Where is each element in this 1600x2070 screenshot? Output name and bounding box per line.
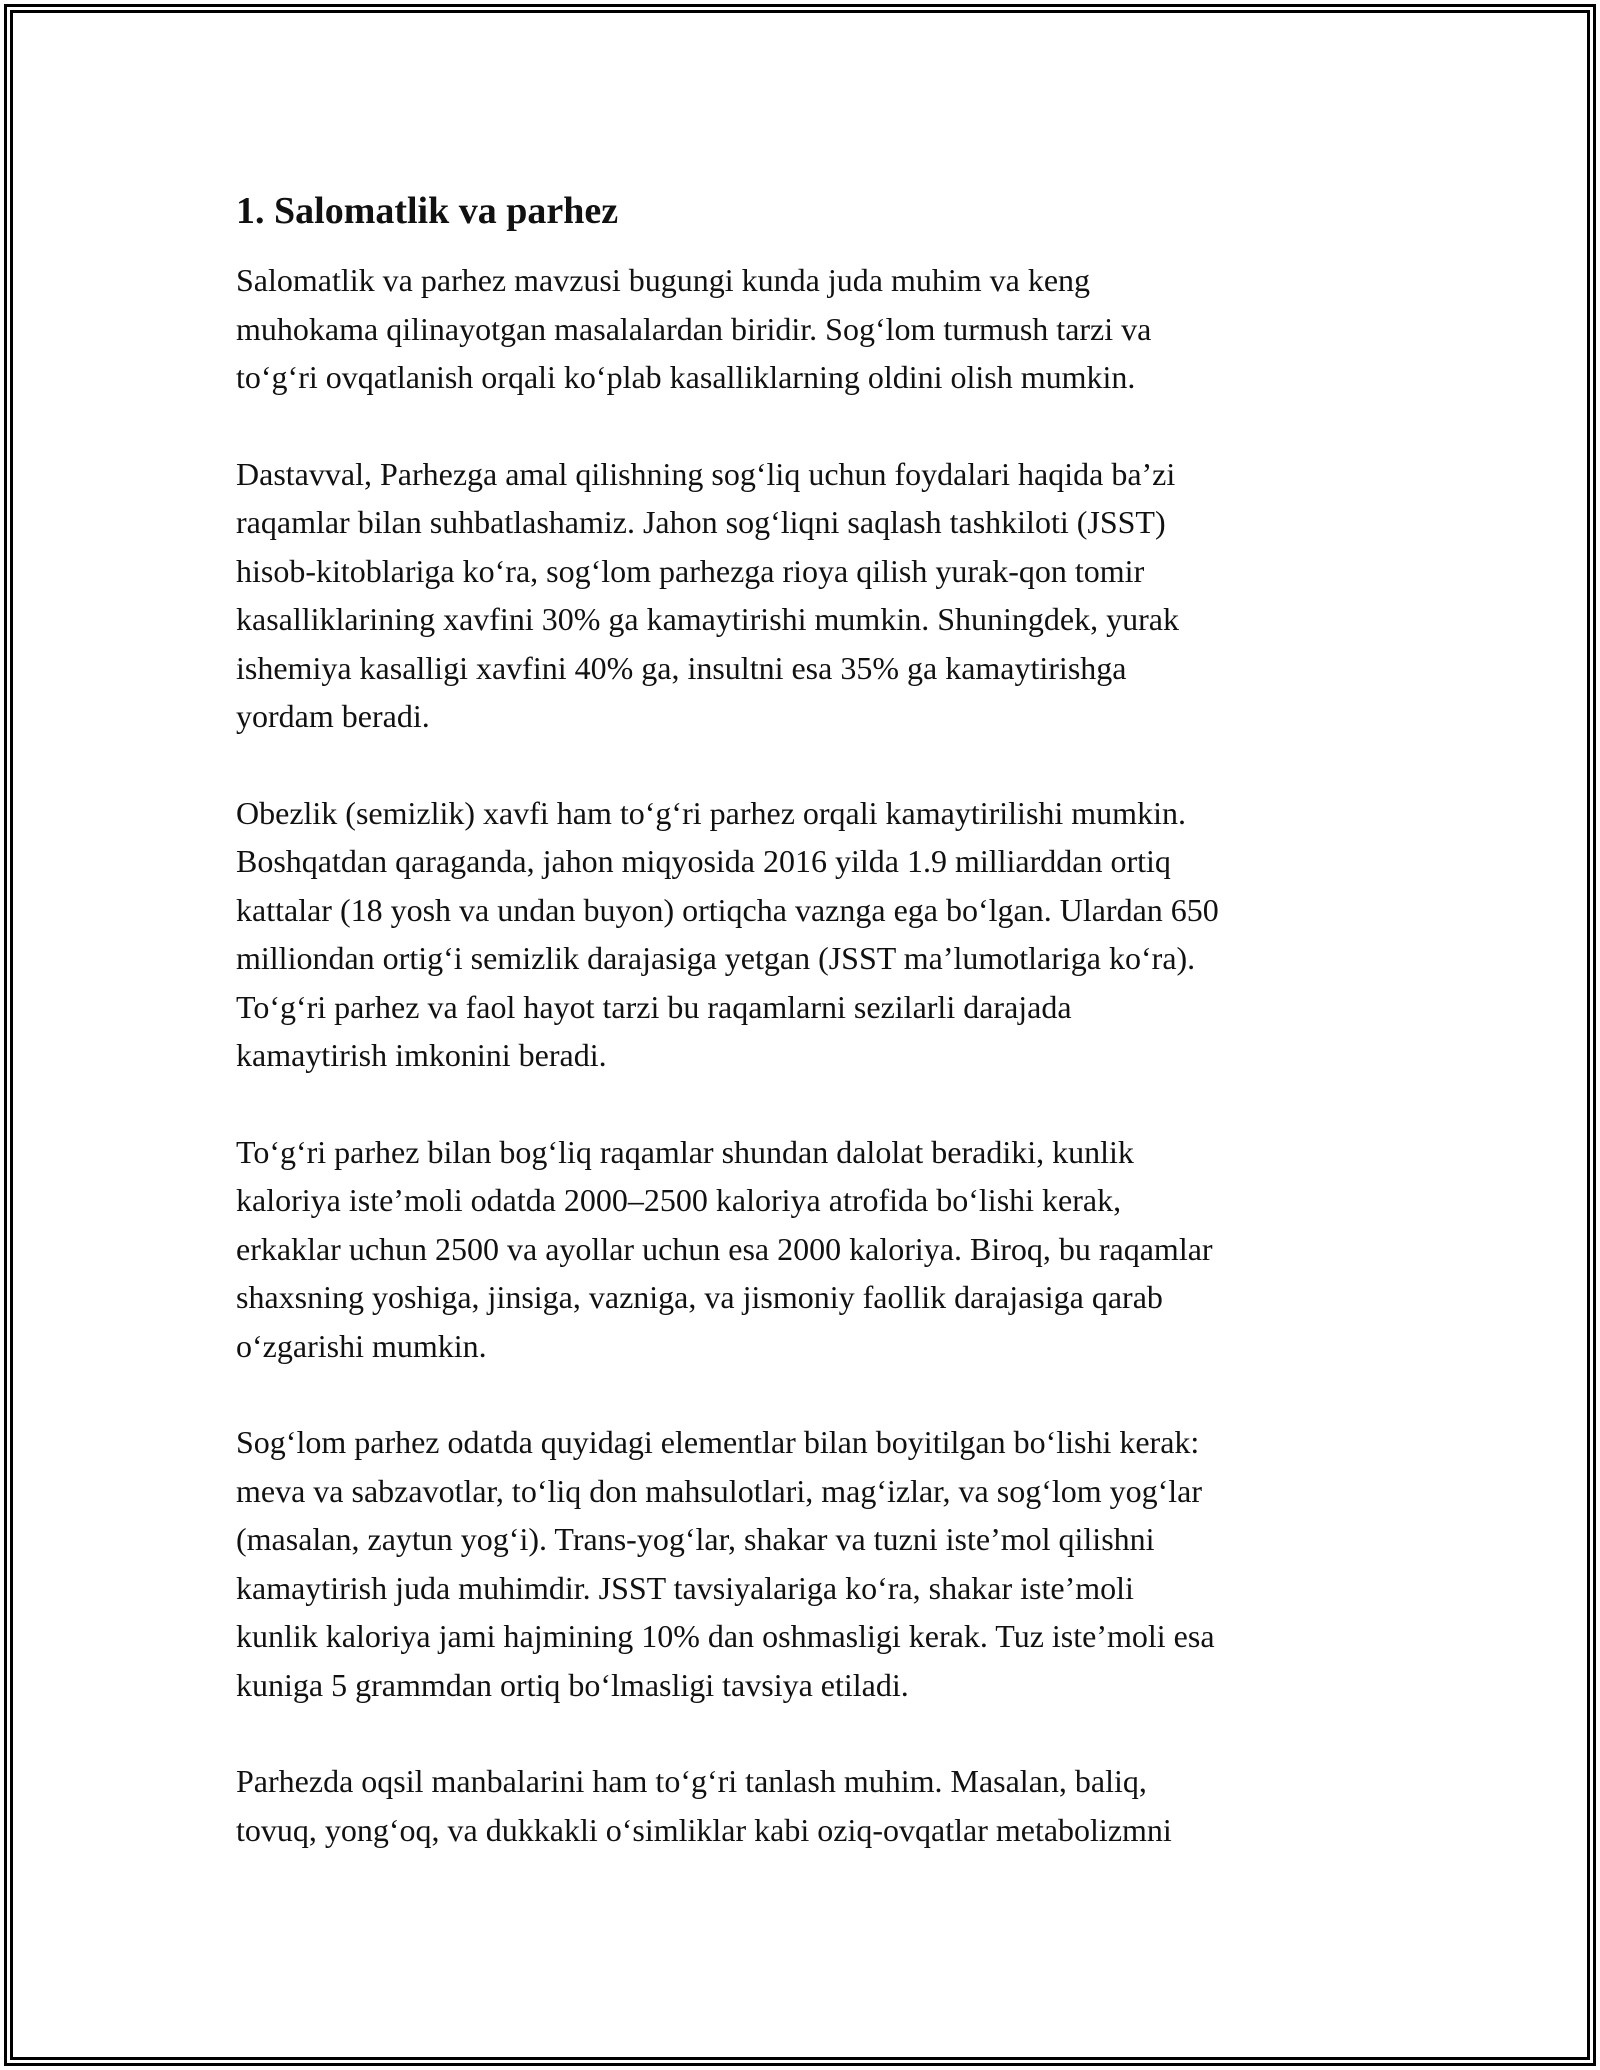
text-line: Boshqatdan qaraganda, jahon miqyosida 2016 yilda 1.9 milliarddan ortiq [236, 843, 1171, 879]
text-line: erkaklar uchun 2500 va ayollar uchun esa 2000 kaloriya. Biroq, bu raqamlar [236, 1230, 1213, 1267]
paragraph-obesity [236, 789, 1366, 1080]
text-line: kasalliklarining xavfini 30% ga kamaytirishi mumkin. Shuningdek, yurak [236, 601, 1179, 637]
paragraph-health-benefits [236, 450, 1366, 741]
text-line: kuniga 5 grammdan ortiq bo‘lmasligi tavsiya etiladi. [236, 1666, 909, 1703]
text-line: ishemiya kasalligi xavfini 40% ga, insultni esa 35% ga kamaytirishga [236, 649, 1127, 686]
text-line: o‘zgarishi mumkin. [236, 1327, 487, 1364]
text-line: kamaytirish juda muhimdir. JSST tavsiyalariga ko‘ra, shakar iste’moli [236, 1569, 1134, 1606]
paragraph-healthy-diet-elements [236, 1418, 1366, 1709]
text-line: tovuq, yong‘oq, va dukkakli o‘simliklar kabi oziq-ovqatlar metabolizmni [236, 1811, 1172, 1848]
text-line: Sog‘lom parhez odatda quyidagi elementlar bilan boyitilgan bo‘lishi kerak: [236, 1424, 1200, 1460]
paragraph-protein-sources [236, 1757, 1366, 1854]
document-body [236, 186, 1366, 1902]
text-line: Salomatlik va parhez mavzusi bugungi kunda juda muhim va keng [236, 262, 1091, 298]
text-line: milliondan ortig‘i semizlik darajasiga yetgan (JSST ma’lumotlariga ko‘ra). [236, 940, 1196, 976]
text-line: Dastavval, Parhezga amal qilishning sog‘liq uchun foydalari haqida ba’zi [236, 455, 1176, 492]
text-line: kamaytirish imkonini beradi. [236, 1037, 607, 1073]
text-line: to‘g‘ri ovqatlanish orqali ko‘plab kasalliklarning oldini olish mumkin. [236, 359, 1136, 395]
text-line: meva va sabzavotlar, to‘liq don mahsulotlari, mag‘izlar, va sog‘lom yog‘lar [236, 1472, 1203, 1509]
text-line: Parhezda oqsil manbalarini ham to‘g‘ri tanlash muhim. Masalan, baliq, [236, 1763, 1147, 1799]
text-line: kunlik kaloriya jami hajmining 10% dan oshmasligi kerak. Tuz iste’moli esa [236, 1618, 1215, 1654]
text-line: (masalan, zaytun yog‘i). Trans-yog‘lar, shakar va tuzni iste’mol qilishni [236, 1521, 1155, 1557]
text-line: raqamlar bilan suhbatlashamiz. Jahon sog‘liqni saqlash tashkiloti (JSST) [236, 504, 1166, 540]
text-line: yordam beradi. [236, 698, 430, 734]
text-line: kaloriya iste’moli odatda 2000–2500 kaloriya atrofida bo‘lishi kerak, [236, 1182, 1122, 1218]
text-line: shaxsning yoshiga, jinsiga, vazniga, va jismoniy faollik darajasiga qarab [236, 1279, 1163, 1315]
text-line: kattalar (18 yosh va undan buyon) ortiqcha vaznga ega bo‘lgan. Ulardan 650 [236, 891, 1219, 928]
text-line: To‘g‘ri parhez va faol hayot tarzi bu raqamlarni sezilarli darajada [236, 988, 1072, 1025]
paragraph-intro [236, 256, 1366, 402]
text-line: muhokama qilinayotgan masalalardan biridir. Sog‘lom turmush tarzi va [236, 310, 1152, 347]
section-heading: 1. Salomatlik va parhez [236, 190, 619, 232]
text-line: Obezlik (semizlik) xavfi ham to‘g‘ri parhez orqali kamaytirilishi mumkin. [236, 794, 1186, 831]
text-line: hisob-kitoblariga ko‘ra, sog‘lom parhezga rioya qilish yurak-qon tomir [236, 552, 1145, 589]
text-line: To‘g‘ri parhez bilan bog‘liq raqamlar shundan dalolat beradiki, kunlik [236, 1133, 1134, 1170]
paragraph-calories [236, 1128, 1366, 1371]
